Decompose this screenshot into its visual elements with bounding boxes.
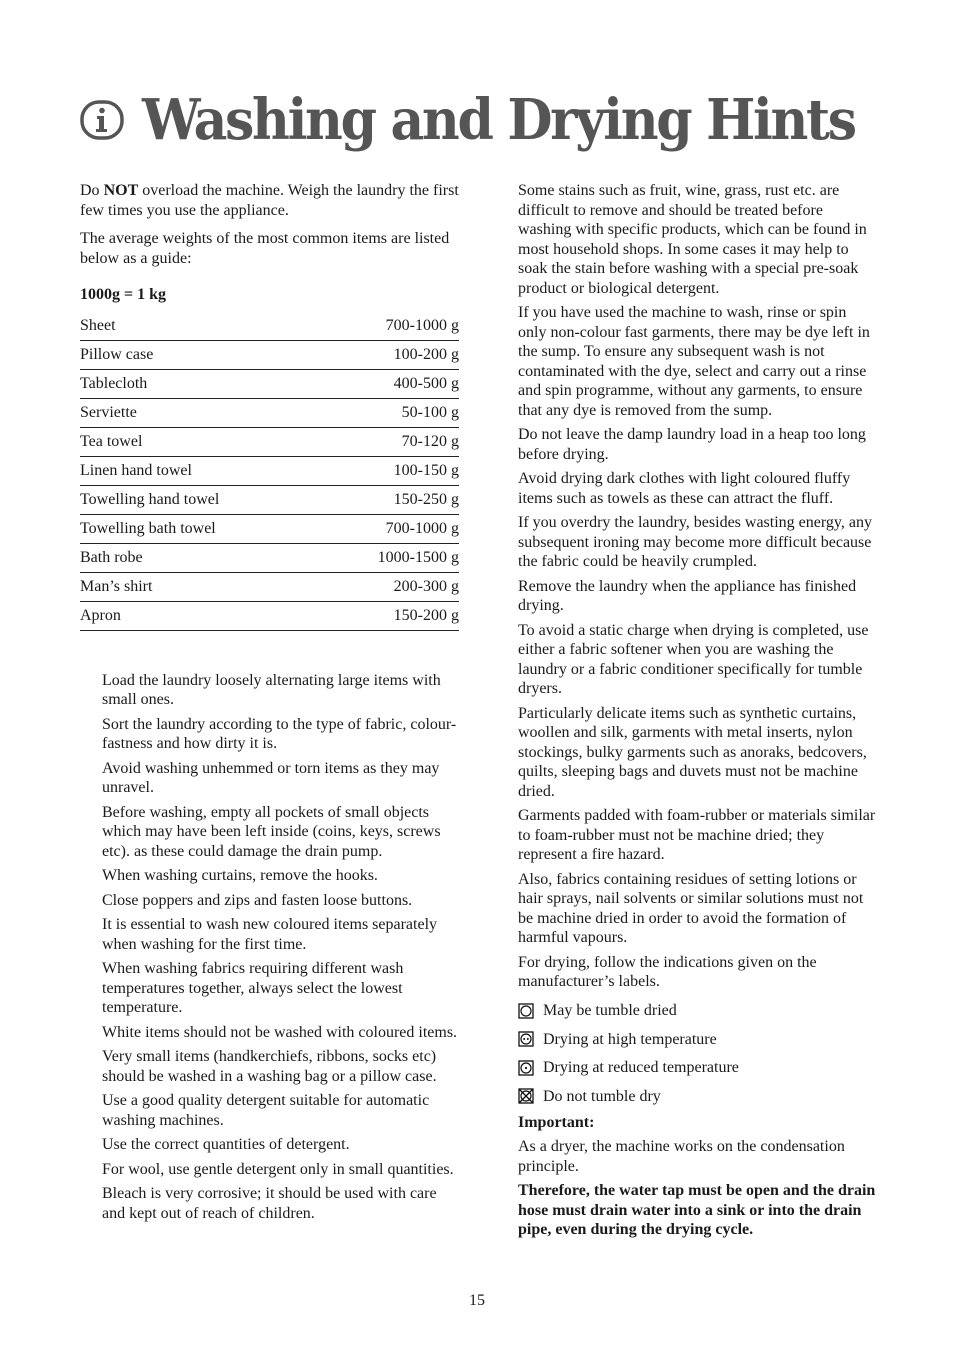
important-heading: Important: xyxy=(518,1113,595,1131)
care-symbol-row xyxy=(518,1054,878,1083)
washing-tips-list xyxy=(80,671,460,1224)
item-name: Linen hand towel xyxy=(80,456,319,485)
item-name: Tablecloth xyxy=(80,369,319,398)
intro-paragraph-2: The average weights of the most common items are listed below as a guide: xyxy=(80,230,450,267)
list-item: Bleach is very corrosive; it should be used with care and kept out of reach of children. xyxy=(102,1185,437,1222)
care-symbol-label: Drying at high temperature xyxy=(543,1030,717,1048)
list-item: White items should not be washed with coloured items. xyxy=(102,1023,458,1041)
list-item: Load the laundry loosely alternating large items with small ones. xyxy=(102,671,441,708)
list-item: Use a good quality detergent suitable for automatic washing machines. xyxy=(102,1092,430,1129)
list-item: Sort the laundry according to the type of fabric, colour-fastness and how dirty it is. xyxy=(102,715,457,752)
unit-note: 1000g = 1 kg xyxy=(80,286,167,303)
item-name: Sheet xyxy=(80,312,319,341)
list-item: Very small items (handkerchiefs, ribbons, socks etc) should be washed in a washing bag or a pillow case. xyxy=(102,1048,437,1085)
right-column xyxy=(518,181,878,1245)
list-item: When washing curtains, remove the hooks. xyxy=(102,867,378,884)
list-item: Use the correct quantities of detergent. xyxy=(102,1136,350,1153)
left-column xyxy=(80,181,460,1228)
care-symbol-row xyxy=(518,1025,878,1054)
item-name: Man’s shirt xyxy=(80,572,319,601)
item-weight: 70-120 g xyxy=(319,427,459,456)
item-weight: 50-100 g xyxy=(319,398,459,427)
item-name: Serviette xyxy=(80,398,319,427)
hint-paragraph: Remove the laundry when the appliance has finished drying. xyxy=(518,577,857,614)
table-row xyxy=(80,543,459,572)
table-row xyxy=(80,340,459,369)
tumble-dry-icon xyxy=(518,1003,534,1019)
table-row xyxy=(80,601,459,630)
care-symbols-list xyxy=(518,997,878,1111)
item-name: Towelling bath towel xyxy=(80,514,319,543)
item-weight: 100-150 g xyxy=(319,456,459,485)
table-row xyxy=(80,485,459,514)
hint-paragraph: Do not leave the damp laundry load in a heap too long before drying. xyxy=(518,426,866,463)
item-weight: 700-1000 g xyxy=(319,312,459,341)
hint-paragraph: For drying, follow the indications given on the manufacturer’s labels. xyxy=(518,953,817,990)
item-weight: 700-1000 g xyxy=(319,514,459,543)
item-weight: 150-200 g xyxy=(319,601,459,630)
tumble-dry-low-icon xyxy=(518,1060,534,1076)
table-row xyxy=(80,398,459,427)
care-symbol-label: Drying at reduced temperature xyxy=(543,1059,739,1076)
important-warning: Therefore, the water tap must be open and the drain hose must drain water into a sink or into the drain pipe, even during the drying cycle. xyxy=(518,1182,876,1238)
table-row xyxy=(80,456,459,485)
hint-paragraph: Avoid drying dark clothes with light coloured fluffy items such as towels as these can attract the fluff. xyxy=(518,470,851,507)
hint-paragraph: Particularly delicate items such as synthetic curtains, woollen and silk, garments with metal inserts, nylon stockings, bulky garments such as anoraks, bedcovers, quilts, sleeping bags and duvets must not be machine dried. xyxy=(518,704,867,800)
hint-paragraph: Some stains such as fruit, wine, grass, rust etc. are difficult to remove and should be treated before washing with specific products, which can be found in most household shops. In some cases it may help to soak the stain before washing with a special pre-soak product or biological detergent. xyxy=(518,182,867,297)
item-name: Towelling hand towel xyxy=(80,485,319,514)
table-row xyxy=(80,312,459,341)
page-header xyxy=(80,84,908,156)
item-weight: 1000-1500 g xyxy=(319,543,459,572)
hint-paragraph: Garments padded with foam-rubber or materials similar to foam-rubber must not be machine dried; they represent a fire hazard. xyxy=(518,807,876,863)
item-name: Bath robe xyxy=(80,543,319,572)
list-item: Avoid washing unhemmed or torn items as they may unravel. xyxy=(102,759,440,796)
table-row xyxy=(80,369,459,398)
table-row xyxy=(80,514,459,543)
list-item: For wool, use gentle detergent only in small quantities. xyxy=(102,1160,454,1178)
tumble-dry-high-icon xyxy=(518,1031,534,1047)
hint-paragraph: Also, fabrics containing residues of setting lotions or hair sprays, nail solvents or similar solutions must not be machine dried in order to avoid the formation of harmful vapours. xyxy=(518,870,864,946)
list-item: Close poppers and zips and fasten loose buttons. xyxy=(102,891,413,909)
item-name: Pillow case xyxy=(80,340,319,369)
list-item: It is essential to wash new coloured items separately when washing for the first time. xyxy=(102,916,438,953)
important-text: As a dryer, the machine works on the condensation principle. xyxy=(518,1138,845,1175)
info-icon xyxy=(80,98,124,142)
table-row xyxy=(80,572,459,601)
care-symbol-label: Do not tumble dry xyxy=(543,1087,661,1105)
care-symbol-row xyxy=(518,997,878,1026)
item-weight: 150-250 g xyxy=(319,485,459,514)
do-not-tumble-dry-icon xyxy=(518,1088,534,1104)
drying-hints xyxy=(518,181,878,992)
hint-paragraph: To avoid a static charge when drying is completed, use either a fabric softener when you are washing the laundry or a fabric conditioner specifically for tumble dryers. xyxy=(518,621,869,697)
intro-paragraph-1: Do NOT overload the machine. Weigh the laundry the first few times you use the appliance. xyxy=(80,182,459,219)
page-number: 15 xyxy=(469,1292,485,1309)
list-item: Before washing, empty all pockets of small objects which may have been left inside (coins, keys, screws etc). as these could damage the drain pump. xyxy=(102,803,441,860)
weights-table xyxy=(80,312,459,631)
item-weight: 100-200 g xyxy=(319,340,459,369)
hint-paragraph: If you have used the machine to wash, rinse or spin only non-colour fast garments, there may be dye left in the sump. To ensure any subsequent wash is not contaminated with the dye, select and carry out a rinse and spin programme, without any garments, to ensure that any dye is removed from the sump. xyxy=(518,304,870,419)
care-symbol-label: May be tumble dried xyxy=(543,1002,677,1019)
page-title: Washing and Drying Hints xyxy=(142,87,855,153)
hint-paragraph: If you overdry the laundry, besides wasting energy, any subsequent ironing may become more difficult because the fabric could be heavily crumpled. xyxy=(518,514,872,570)
item-name: Apron xyxy=(80,601,319,630)
care-symbol-row xyxy=(518,1082,878,1111)
list-item: When washing fabrics requiring different wash temperatures together, always select the lowest temperature. xyxy=(102,960,404,1016)
item-weight: 200-300 g xyxy=(319,572,459,601)
item-weight: 400-500 g xyxy=(319,369,459,398)
table-row xyxy=(80,427,459,456)
item-name: Tea towel xyxy=(80,427,319,456)
